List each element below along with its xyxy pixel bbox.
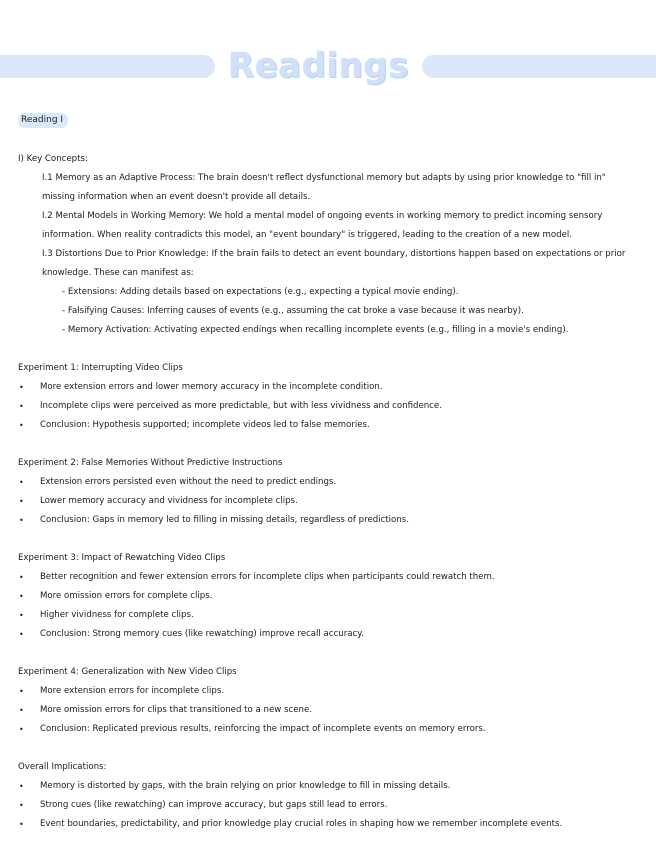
bullet-list <box>18 777 638 834</box>
section-heading: Experiment 4: Generalization with New Video Clips <box>18 667 237 677</box>
section-heading: Overall Implications: <box>18 762 107 772</box>
section-heading: Experiment 3: Impact of Rewatching Video Clips <box>18 553 226 563</box>
section-heading: Experiment 2: False Memories Without Predictive Instructions <box>18 458 283 468</box>
notes-content <box>18 150 638 834</box>
experiment-1-section <box>18 359 638 435</box>
experiment-2-section <box>18 454 638 530</box>
list-item: • More omission errors for complete clips. <box>18 587 638 606</box>
page-banner <box>0 44 656 88</box>
reading-tag: Reading I <box>18 113 68 128</box>
distortion-item: - Extensions: Adding details based on expectations (e.g., expecting a typical movie ending). <box>62 287 459 297</box>
list-item: • Higher vividness for complete clips. <box>18 606 638 625</box>
list-item: • Event boundaries, predictability, and prior knowledge play crucial roles in shaping how we remember incomplete events. <box>18 815 638 834</box>
bullet-list <box>18 473 638 530</box>
experiment-4-section <box>18 663 638 739</box>
banner-bar-right <box>422 55 656 78</box>
list-item: • Conclusion: Hypothesis supported; incomplete videos led to false memories. <box>18 416 638 435</box>
list-item: • More extension errors and lower memory accuracy in the incomplete condition. <box>18 378 638 397</box>
bullet-list <box>18 568 638 644</box>
section-heading: Experiment 1: Interrupting Video Clips <box>18 363 183 373</box>
overall-implications-section <box>18 758 638 834</box>
bullet-list <box>18 378 638 435</box>
concept-item: I.3 Distortions Due to Prior Knowledge: If the brain fails to detect an event boundary, distortions happen based on expectations or prior knowledge. These can manifest as: <box>42 249 626 278</box>
distortion-item: - Memory Activation: Activating expected endings when recalling incomplete events (e.g., filling in a movie's ending). <box>62 325 569 335</box>
concept-item: I.1 Memory as an Adaptive Process: The brain doesn't reflect dysfunctional memory but adapts by using prior knowledge to "fill in" missing information when an event doesn't provide all details. <box>42 173 606 202</box>
concept-list <box>18 169 638 283</box>
list-item: • Conclusion: Replicated previous results, reinforcing the impact of incomplete events on memory errors. <box>18 720 638 739</box>
list-item: • More extension errors for incomplete clips. <box>18 682 638 701</box>
experiment-3-section <box>18 549 638 644</box>
section-heading: I) Key Concepts: <box>18 154 88 164</box>
list-item: • Lower memory accuracy and vividness for incomplete clips. <box>18 492 638 511</box>
list-item: • Strong cues (like rewatching) can improve accuracy, but gaps still lead to errors. <box>18 796 638 815</box>
list-item: • More omission errors for clips that transitioned to a new scene. <box>18 701 638 720</box>
bullet-list <box>18 682 638 739</box>
list-item: • Incomplete clips were perceived as more predictable, but with less vividness and confidence. <box>18 397 638 416</box>
page-title: Readings <box>228 46 409 86</box>
banner-bar-left <box>0 55 215 78</box>
list-item: • Better recognition and fewer extension errors for incomplete clips when participants could rewatch them. <box>18 568 638 587</box>
concept-item: I.2 Mental Models in Working Memory: We hold a mental model of ongoing events in working memory to predict incoming sensory information. When reality contradicts this model, an "event boundary" is triggered, leading to the creation of a new model. <box>42 211 603 240</box>
list-item: • Conclusion: Strong memory cues (like rewatching) improve recall accuracy. <box>18 625 638 644</box>
list-item: • Extension errors persisted even without the need to predict endings. <box>18 473 638 492</box>
list-item: • Conclusion: Gaps in memory led to filling in missing details, regardless of predictions. <box>18 511 638 530</box>
list-item: • Memory is distorted by gaps, with the brain relying on prior knowledge to fill in missing details. <box>18 777 638 796</box>
key-concepts-block <box>18 150 638 340</box>
distortion-item: - Falsifying Causes: Inferring causes of events (e.g., assuming the cat broke a vase because it was nearby). <box>62 306 524 316</box>
distortion-list <box>18 283 638 340</box>
